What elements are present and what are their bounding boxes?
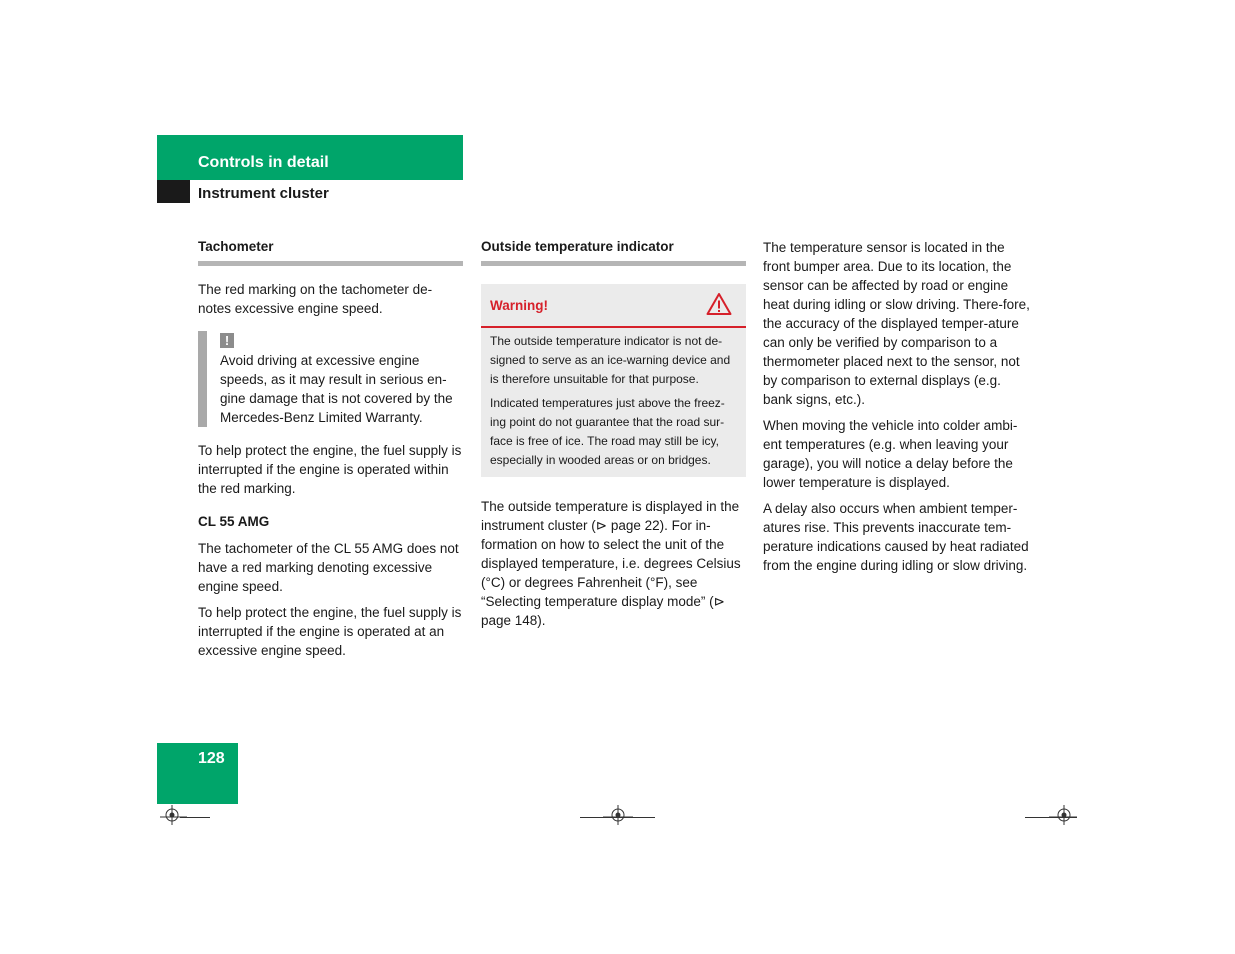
sensor-paragraph-2: When moving the vehicle into colder ambi-ent temperatures (e.g. when leaving your garage), you will notice a delay before the lower temperature is displayed. [763,418,1018,490]
outside-temp-heading: Outside temperature indicator [481,238,746,266]
cl55-paragraph-2: To help protect the engine, the fuel supply is interrupted if the engine is operated at an excessive engine speed. [198,605,462,658]
column-sensor [763,238,1033,582]
warning-body [481,328,746,477]
tachometer-intro: The red marking on the tachometer de-notes excessive engine speed. [198,282,433,316]
tachometer-paragraph-2: To help protect the engine, the fuel supply is interrupted if the engine is operated within the red marking. [198,443,462,496]
sensor-paragraph-1: The temperature sensor is located in the front bumper area. Due to its location, the sensor can be affected by road or engine heat during idling or slow driving. There-fore, the accuracy of the displayed temper-ature can only be verified by comparison to a thermometer placed next to the sensor, not by comparison to external displays (e.g. bank signs, etc.). [763,240,1030,407]
warning-box [481,284,746,477]
warning-triangle-icon [706,292,732,316]
crop-mark-icon [1049,803,1079,833]
section-title: Instrument cluster [198,185,329,202]
note-box [198,331,463,427]
column-outside-temperature [481,238,746,637]
crop-line [1025,817,1077,818]
crop-mark-icon [157,803,187,833]
section-marker [157,180,190,203]
warning-paragraph-1: The outside temperature indicator is not de-signed to serve as an ice-warning device and is therefore unsuitable for that purpose. [490,334,731,386]
sensor-paragraph-3: A delay also occurs when ambient temper-atures rise. This prevents inaccurate tem-perature indications caused by heat radiated from the engine during idling or slow driving. [763,501,1029,573]
crop-line [180,817,210,818]
warning-header [481,284,746,328]
cl55-paragraph-1: The tachometer of the CL 55 AMG does not have a red marking denoting excessive engine speed. [198,541,459,594]
page-number: 128 [198,750,225,767]
crop-mark-icon [603,803,633,833]
chapter-title: Controls in detail [198,154,329,171]
tachometer-heading: Tachometer [198,238,463,266]
crop-line [580,817,655,818]
warning-label: Warning! [490,298,548,313]
column-tachometer [198,238,463,667]
note-text: Avoid driving at excessive engine speeds, as it may result in serious en-gine damage that is not covered by the Mercedes-Benz Limited Warranty. [220,353,453,425]
cl55-heading: CL 55 AMG [198,514,270,529]
outside-temp-paragraph: The outside temperature is displayed in the instrument cluster (⊳ page 22). For in-formation on how to select the unit of the displayed temperature, i.e. degrees Celsius (°C) or degrees Fahrenheit (°F), see “Selecting temperature display mode” (⊳ page 148). [481,499,741,628]
warning-paragraph-2: Indicated temperatures just above the freez-ing point do not guarantee that the road sur-face is free of ice. The road may still be icy, especially in wooded areas or on bridges. [490,396,725,467]
exclamation-icon: ! [220,333,234,348]
note-bar [198,331,207,427]
